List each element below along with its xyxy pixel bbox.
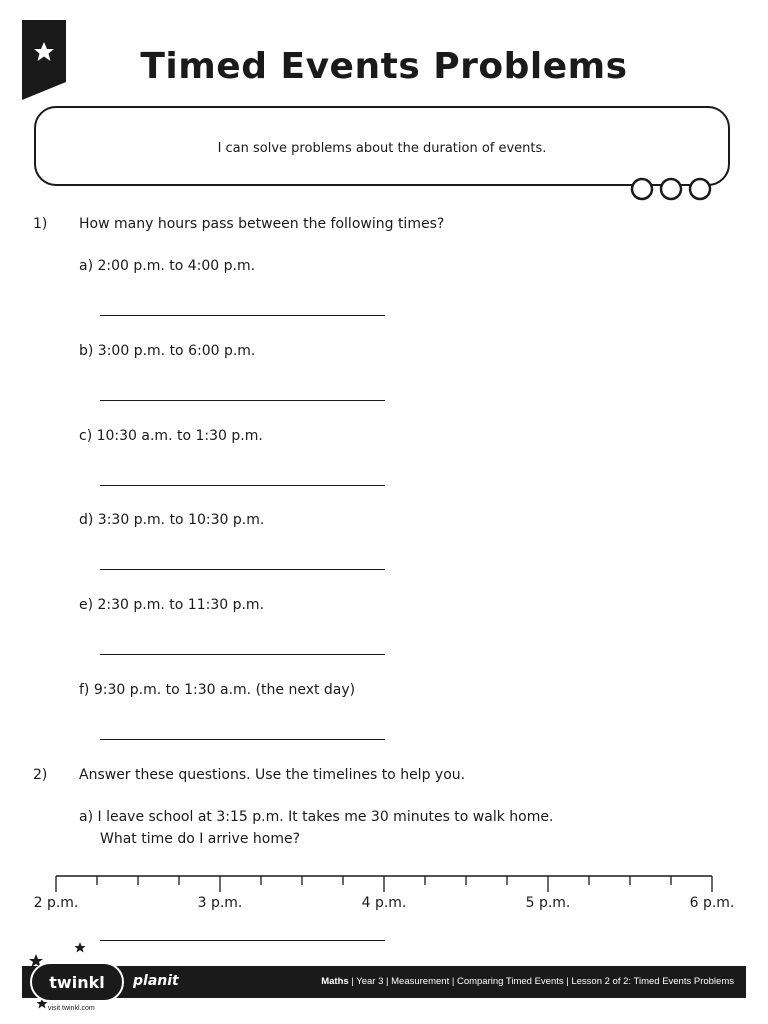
sub-question: c) 10:30 a.m. to 1:30 p.m. [79, 428, 263, 444]
visit-url[interactable]: visit twinkl.com [48, 1005, 95, 1012]
learning-objective: I can solve problems about the duration of events. [217, 141, 547, 156]
timeline-label: 2 p.m. [33, 895, 79, 911]
answer-line[interactable] [100, 739, 385, 740]
sub-question-continued: What time do I arrive home? [100, 831, 300, 847]
footer-subject: Maths [321, 976, 349, 987]
timeline [30, 868, 750, 918]
sub-question: a) I leave school at 3:15 p.m. It takes me 30 minutes to walk home. [79, 809, 554, 825]
answer-line[interactable] [100, 485, 385, 486]
twinkl-logo[interactable] [30, 962, 124, 1002]
sub-question: b) 3:00 p.m. to 6:00 p.m. [79, 343, 256, 359]
timeline-label: 4 p.m. [361, 895, 407, 911]
footer-details [321, 976, 734, 987]
answer-line[interactable] [100, 654, 385, 655]
sub-question: f) 9:30 p.m. to 1:30 a.m. (the next day) [79, 682, 356, 698]
answer-line[interactable] [100, 315, 385, 316]
sub-question: d) 3:30 p.m. to 10:30 p.m. [79, 512, 265, 528]
question-number: 1) [33, 216, 48, 232]
answer-line[interactable] [100, 569, 385, 570]
footer-bar [22, 966, 746, 998]
answer-line[interactable] [100, 940, 385, 941]
timeline-label: 5 p.m. [525, 895, 571, 911]
question-number: 2) [33, 767, 48, 783]
sub-question: e) 2:30 p.m. to 11:30 p.m. [79, 597, 265, 613]
rings-decoration-icon [628, 176, 714, 202]
footer-lesson-info: | Year 3 | Measurement | Comparing Timed Events | Lesson 2 of 2: Timed Events Problems [348, 976, 734, 987]
question-text: How many hours pass between the following times? [79, 216, 445, 232]
planit-brand: planit [133, 973, 179, 989]
timeline-label: 3 p.m. [197, 895, 243, 911]
answer-line[interactable] [100, 400, 385, 401]
logo-text: twinkl [49, 973, 105, 992]
learning-objective-box [34, 106, 730, 186]
sub-question: a) 2:00 p.m. to 4:00 p.m. [79, 258, 256, 274]
timeline-label: 6 p.m. [689, 895, 735, 911]
page-title: Timed Events Problems [140, 46, 628, 87]
question-text: Answer these questions. Use the timelines to help you. [79, 767, 466, 783]
